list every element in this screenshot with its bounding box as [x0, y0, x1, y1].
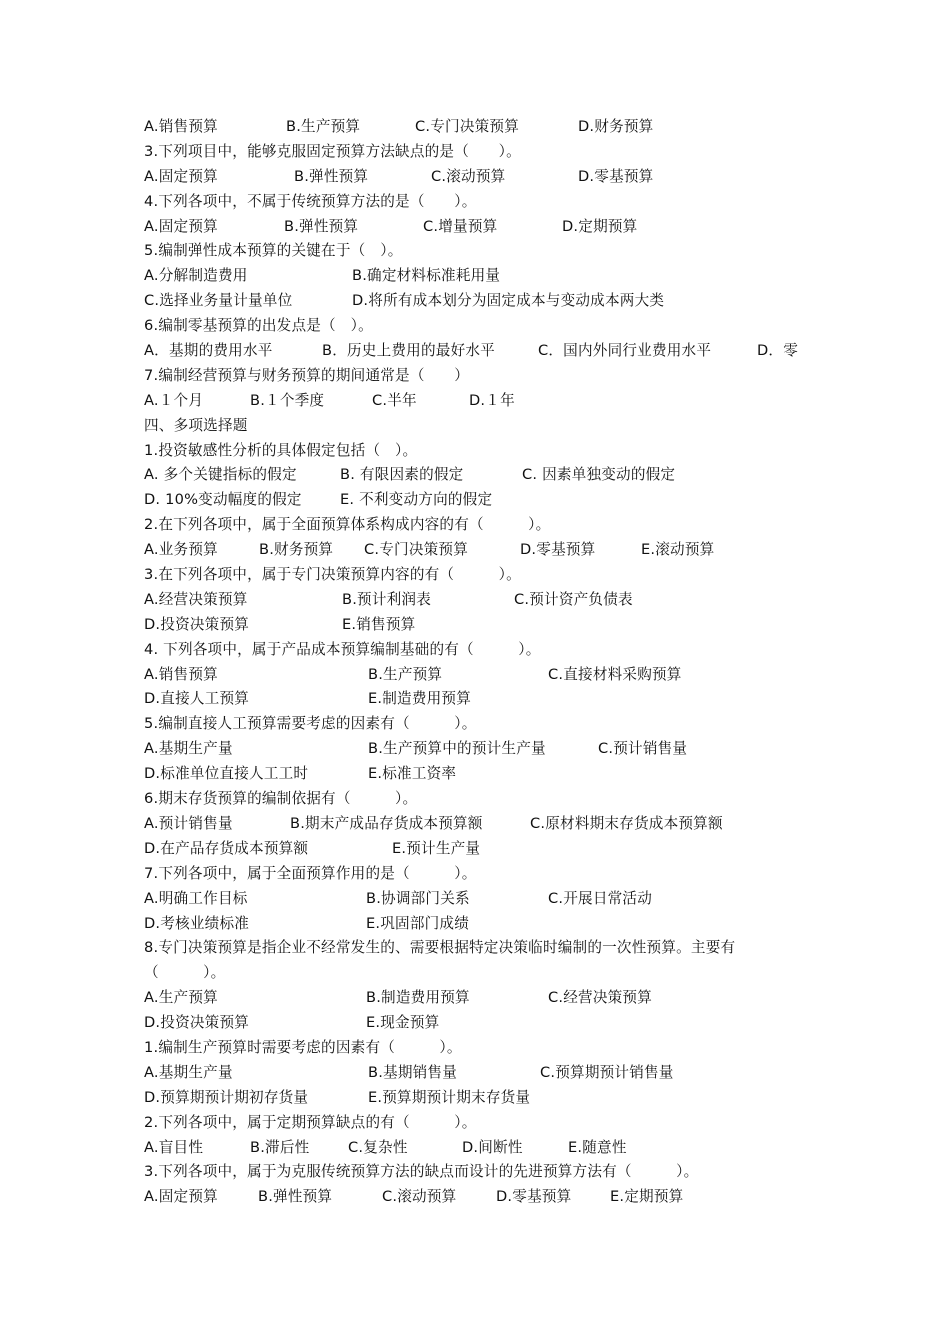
option-text: B.财务预算 [259, 541, 334, 559]
option-text: C.滚动预算 [382, 1188, 457, 1206]
options-row [144, 389, 824, 414]
option-text: B.滞后性 [250, 1138, 310, 1156]
options-row [144, 1136, 824, 1161]
option-text: B.弹性预算 [284, 217, 359, 235]
options-row [144, 463, 824, 488]
question-text: 2.下列各项中，属于定期预算缺点的有（ ）。 [144, 1113, 477, 1131]
options-row [144, 289, 824, 314]
options-row [144, 887, 824, 912]
options-row [144, 1185, 824, 1210]
option-text: D.投资决策预算 [144, 615, 250, 633]
options-row [144, 488, 824, 513]
option-text: D.考核业绩标准 [144, 914, 250, 932]
option-text: A.预计销售量 [144, 814, 233, 832]
document-body [144, 115, 824, 1210]
option-text: D.１年 [469, 391, 515, 409]
question-text: 2.在下列各项中，属于全面预算体系构成内容的有（ ）。 [144, 516, 551, 534]
option-text: E.定期预算 [610, 1188, 684, 1206]
option-text: B.生产预算 [286, 118, 361, 135]
option-text: D.零基预算 [496, 1188, 572, 1206]
option-text: D.标准单位直接人工工时 [144, 765, 309, 783]
option-text: A. 多个关键指标的假定 [144, 466, 297, 484]
option-text: E.滚动预算 [641, 541, 715, 559]
option-text: D. 10%变动幅度的假定 [144, 491, 302, 509]
option-text: C.增量预算 [423, 217, 498, 235]
option-text: E.随意性 [568, 1138, 627, 1156]
option-text: B.弹性预算 [294, 167, 369, 185]
option-text: D.预算期预计期初存货量 [144, 1088, 309, 1106]
options-row [144, 588, 824, 613]
option-text: B.协调部门关系 [366, 889, 470, 907]
option-text: B.生产预算 [368, 665, 443, 683]
options-row [144, 339, 824, 364]
option-text: A.盲目性 [144, 1138, 204, 1156]
options-row [144, 215, 824, 240]
option-text: E.预计生产量 [392, 839, 481, 857]
option-text: D.间断性 [462, 1138, 523, 1156]
option-text: A.固定预算 [144, 217, 218, 235]
options-row [144, 687, 824, 712]
question-text: （ ）。 [144, 964, 226, 982]
option-text: C.专门决策预算 [415, 118, 519, 135]
option-text: A.生产预算 [144, 989, 218, 1007]
option-text: D.将所有成本划分为固定成本与变动成本两大类 [352, 292, 665, 310]
option-text: E.预算期预计期末存货量 [368, 1088, 531, 1106]
options-row [144, 1061, 824, 1086]
question-text: 8.专门决策预算是指企业不经常发生的、需要根据特定决策临时编制的一次性预算。主要有 [144, 939, 736, 957]
option-text: D.零基预算 [578, 167, 654, 185]
question-text: 6.期末存货预算的编制依据有（ ）。 [144, 790, 418, 808]
options-row [144, 986, 824, 1011]
option-text: D.财务预算 [578, 118, 654, 135]
question-text: 3.下列项目中，能够克服固定预算方法缺点的是（ ）。 [144, 142, 521, 160]
option-text: D．零 [757, 342, 799, 360]
question-text: 7.编制经营预算与财务预算的期间通常是（ ） [144, 366, 469, 384]
option-text: E.标准工资率 [368, 765, 457, 783]
question-text: 5.编制弹性成本预算的关键在于（ ）。 [144, 242, 403, 260]
option-text: E.销售预算 [342, 615, 416, 633]
option-text: A.经营决策预算 [144, 590, 248, 608]
question-text: 3.下列各项中，属于为克服传统预算方法的缺点而设计的先进预算方法有（ ）。 [144, 1163, 699, 1181]
option-text: D.定期预算 [562, 217, 638, 235]
option-text: B.期末产成品存货成本预算额 [290, 814, 483, 832]
options-row [144, 1011, 824, 1036]
question-text: 4.下列各项中，不属于传统预算方法的是（ ）。 [144, 192, 477, 210]
option-text: A.１个月 [144, 391, 204, 409]
option-text: C. 因素单独变动的假定 [522, 466, 676, 484]
option-text: D.直接人工预算 [144, 690, 250, 708]
option-text: D.投资决策预算 [144, 1014, 250, 1032]
question-text: 7.下列各项中，属于全面预算作用的是（ ）。 [144, 864, 477, 882]
options-row [144, 737, 824, 762]
option-text: C.预计销售量 [598, 740, 688, 758]
question-text: 1.编制生产预算时需要考虑的因素有（ ）。 [144, 1038, 462, 1056]
option-text: A.分解制造费用 [144, 267, 248, 285]
options-row [144, 538, 824, 563]
option-text: B.生产预算中的预计生产量 [368, 740, 546, 758]
options-row [144, 912, 824, 937]
option-text: A.固定预算 [144, 1188, 218, 1206]
option-text: B.基期销售量 [368, 1063, 458, 1081]
option-text: A．基期的费用水平 [144, 342, 273, 360]
option-text: E.巩固部门成绩 [366, 914, 470, 932]
options-row [144, 663, 824, 688]
option-text: B.弹性预算 [258, 1188, 333, 1206]
option-text: D.在产品存货成本预算额 [144, 839, 309, 857]
option-text: B.１个季度 [250, 391, 325, 409]
option-text: A.销售预算 [144, 118, 218, 135]
options-row [144, 115, 824, 140]
section-heading: 四、多项选择题 [144, 416, 248, 434]
option-text: A.业务预算 [144, 541, 218, 559]
options-row [144, 762, 824, 787]
option-text: C.经营决策预算 [548, 989, 652, 1007]
option-text: E.制造费用预算 [368, 690, 472, 708]
option-text: E.现金预算 [366, 1014, 440, 1032]
option-text: C.开展日常活动 [548, 889, 652, 907]
option-text: B．历史上费用的最好水平 [322, 342, 495, 360]
question-text: 3.在下列各项中，属于专门决策预算内容的有（ ）。 [144, 566, 521, 584]
option-text: A.明确工作目标 [144, 889, 248, 907]
option-text: B. 有限因素的假定 [340, 466, 464, 484]
option-text: E. 不利变动方向的假定 [340, 491, 493, 509]
options-row [144, 613, 824, 638]
option-text: C.复杂性 [348, 1138, 408, 1156]
options-row [144, 165, 824, 190]
options-row [144, 264, 824, 289]
option-text: C.半年 [372, 391, 417, 409]
option-text: C.选择业务量计量单位 [144, 292, 293, 310]
option-text: C.专门决策预算 [364, 541, 468, 559]
question-text: 4. 下列各项中，属于产品成本预算编制基础的有（ ）。 [144, 640, 541, 658]
question-text: 6.编制零基预算的出发点是（ ）。 [144, 317, 373, 335]
option-text: A.销售预算 [144, 665, 218, 683]
option-text: C.原材料期末存货成本预算额 [530, 814, 723, 832]
option-text: D.零基预算 [520, 541, 596, 559]
option-text: A.基期生产量 [144, 1063, 233, 1081]
option-text: C．国内外同行业费用水平 [538, 342, 712, 360]
option-text: A.基期生产量 [144, 740, 233, 758]
option-text: B.确定材料标准耗用量 [352, 267, 501, 285]
option-text: C.预计资产负债表 [514, 590, 633, 608]
option-text: B.制造费用预算 [366, 989, 470, 1007]
option-text: A.固定预算 [144, 167, 218, 185]
question-text: 1.投资敏感性分析的具体假定包括（ ）。 [144, 441, 418, 459]
option-text: B.预计利润表 [342, 590, 432, 608]
option-text: C.滚动预算 [431, 167, 506, 185]
options-row [144, 812, 824, 837]
question-text: 5.编制直接人工预算需要考虑的因素有（ ）。 [144, 715, 477, 733]
option-text: C.预算期预计销售量 [540, 1063, 674, 1081]
option-text: C.直接材料采购预算 [548, 665, 682, 683]
options-row [144, 837, 824, 862]
options-row [144, 1086, 824, 1111]
